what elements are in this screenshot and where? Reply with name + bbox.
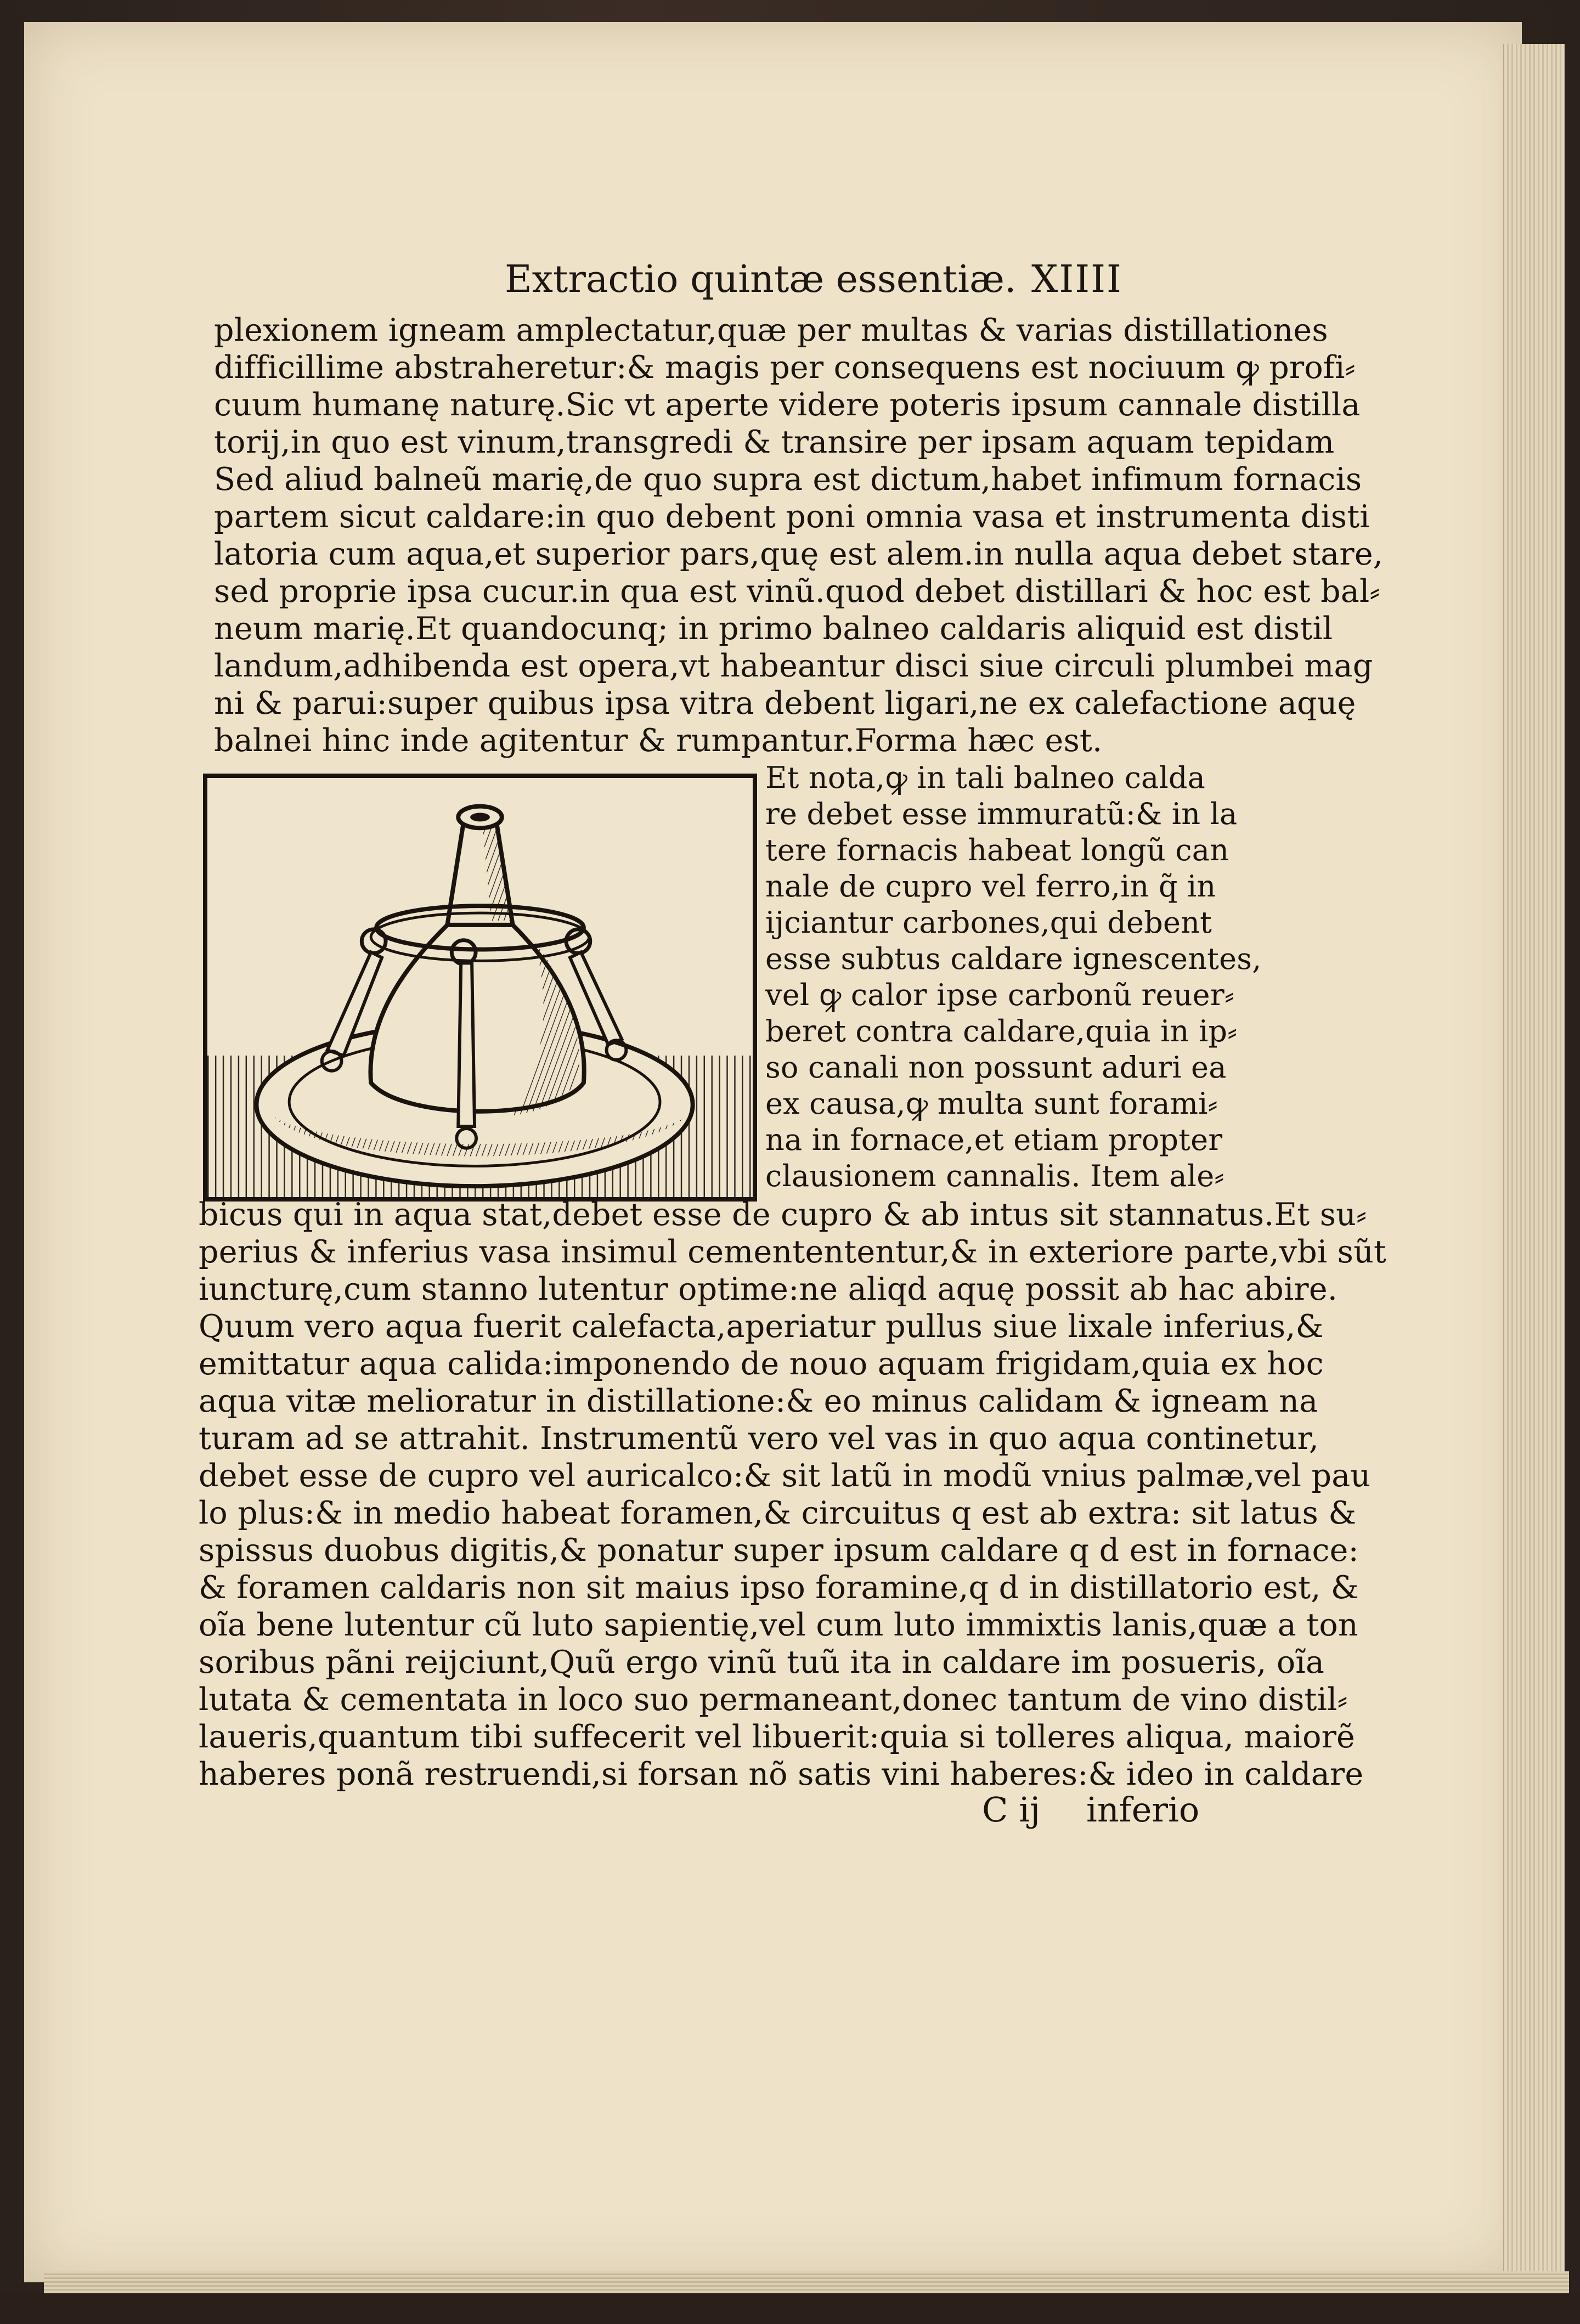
text-line: ex causa,ꝙ multa sunt forami⸗ — [765, 1086, 1218, 1121]
text-line: latoria cum aqua,et superior pars,quę est alem.in nulla aqua debet stare, — [214, 536, 1384, 572]
text-line: turam ad se attrahit. Instrumentũ vero vel vas in quo aqua continetur, — [199, 1420, 1319, 1457]
text-line: vel ꝙ calor ipse carbonũ reuer⸗ — [765, 978, 1235, 1012]
text-line: difficillime abstraheretur:& magis per consequens est nociuum ꝙ profi⸗ — [214, 349, 1356, 386]
text-line: emittatur aqua calida:imponendo de nouo aquam frigidam,quia ex hoc — [199, 1346, 1324, 1382]
alembic-woodcut-illustration — [203, 774, 757, 1202]
text-line: Et nota,ꝙ in tali balneo calda — [765, 760, 1206, 795]
text-line: spissus duobus digitis,& ponatur super ipsum caldare q d est in fornace: — [199, 1532, 1359, 1569]
text-line: lutata & cementata in loco suo permaneant,donec tantum de vino distil⸗ — [199, 1682, 1348, 1718]
text-line: oĩa bene lutentur cũ luto sapientię,vel cum luto immixtis lanis,quæ a ton — [199, 1607, 1358, 1643]
text-line: & foramen caldaris non sit maius ipso foramine,q d in distillatorio est, & — [199, 1570, 1359, 1606]
text-line: landum,adhibenda est opera,vt habeantur disci siue circuli plumbei mag — [214, 648, 1373, 684]
text-line: torij,in quo est vinum,transgredi & transire per ipsam aquam tepidam — [214, 424, 1335, 460]
text-line: balnei hinc inde agitentur & rumpantur.Forma hæc est. — [214, 723, 1103, 759]
text-line: Sed aliud balneũ marię,de quo supra est dictum,habet infimum fornacis — [214, 461, 1362, 498]
catchword: inferio — [1086, 1790, 1200, 1830]
text-line: plexionem igneam amplectatur,quæ per multas & varias distillationes — [214, 312, 1328, 348]
text-line: neum marię.Et quandocunq; in primo balneo caldaris aliquid est distil — [214, 611, 1333, 647]
text-line: esse subtus caldare ignescentes, — [765, 941, 1262, 976]
text-line: so canali non possunt aduri ea — [765, 1050, 1227, 1085]
text-line: laueris,quantum tibi suffecerit vel libuerit:quia si tolleres aliqua, maiorẽ — [199, 1719, 1355, 1755]
text-line: bicus qui in aqua stat,debet esse de cupro & ab intus sit stannatus.Et su⸗ — [199, 1197, 1367, 1233]
text-line: debet esse de cupro vel auricalco:& sit latũ in modũ vnius palmæ,vel pau — [199, 1458, 1371, 1494]
text-line: re debet esse immuratũ:& in la — [765, 797, 1238, 831]
running-title: Extractio quintæ essentiæ. — [505, 258, 1017, 301]
text-line: clausionem cannalis. Item ale⸗ — [765, 1159, 1224, 1193]
text-line: soribus pãni reijciunt,Quũ ergo vinũ tuũ ita in caldare im posueris, oĩa — [199, 1644, 1325, 1680]
text-line: nale de cupro vel ferro,in q̃ in — [765, 869, 1216, 904]
text-line: cuum humanę naturę.Sic vt aperte videre poteris ipsum cannale distilla — [214, 387, 1361, 423]
text-line: ni & parui:super quibus ipsa vitra debent ligari,ne ex calefactione aquę — [214, 685, 1356, 721]
text-line: beret contra caldare,quia in ip⸗ — [765, 1014, 1238, 1048]
text-line: haberes ponã restruendi,si forsan nõ satis vini haberes:& ideo in caldare — [199, 1756, 1364, 1792]
text-line: aqua vitæ melioratur in distillatione:& eo minus calidam & igneam na — [199, 1383, 1318, 1419]
text-line: Quum vero aqua fuerit calefacta,aperiatur pullus siue lixale inferius,& — [199, 1308, 1324, 1345]
text-line: lo plus:& in medio habeat foramen,& circuitus q est ab extra: sit latus & — [199, 1495, 1357, 1531]
page-edges — [1503, 44, 1565, 2271]
text-line: sed proprie ipsa cucur.in qua est vinũ.quod debet distillari & hoc est bal⸗ — [214, 573, 1380, 610]
text-line: iuncturę,cum stanno lutentur optime:ne aliqd aquę possit ab hac abire. — [199, 1271, 1338, 1307]
running-head — [505, 258, 1163, 307]
text-line: ijciantur carbones,qui debent — [765, 905, 1212, 940]
text-line: tere fornacis habeat longũ can — [765, 833, 1229, 867]
alembic-icon — [207, 778, 753, 1197]
folio-number: XIIII — [1031, 258, 1122, 301]
binding-edge — [0, 2293, 1580, 2324]
text-line: perius & inferius vasa insimul cementententur,& in exteriore parte,vbi sũt — [199, 1234, 1387, 1270]
text-line: partem sicut caldare:in quo debent poni omnia vasa et instrumenta disti — [214, 499, 1370, 535]
text-line: na in fornace,et etiam propter — [765, 1122, 1223, 1157]
signature-mark: C ij — [982, 1790, 1041, 1830]
